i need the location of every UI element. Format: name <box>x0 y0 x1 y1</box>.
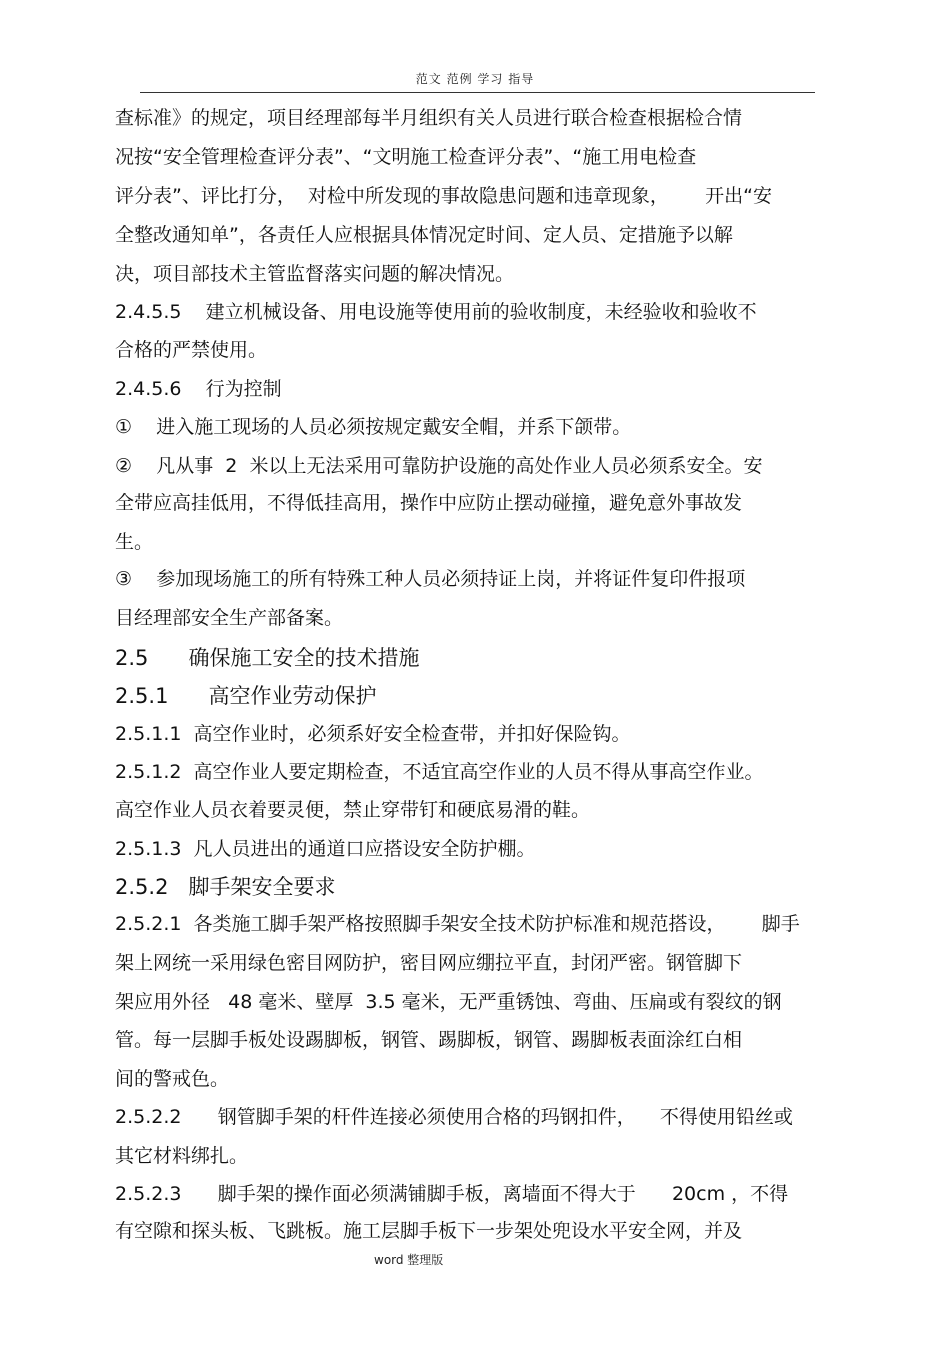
subsection-heading: 2.5.1 高空作业劳动保护 <box>115 684 377 708</box>
body-line: 2.5.2.1 各类施工脚手架严格按照脚手架安全技术防护标准和规范搭设， 脚手 <box>115 913 800 935</box>
body-line: 2.5.1.2 高空作业人要定期检查，不适宜高空作业的人员不得从事高空作业。 <box>115 761 764 783</box>
body-line: 有空隙和探头板、飞跳板。施工层脚手板下一步架处兜设水平安全网，并及 <box>115 1220 743 1242</box>
body-line: 高空作业人员衣着要灵便，禁止穿带钉和硬底易滑的鞋。 <box>115 799 591 821</box>
body-line: 架上网统一采用绿色密目网防护，密目网应绷拉平直，封闭严密。钢管脚下 <box>115 952 743 974</box>
header-divider <box>140 92 815 93</box>
body-line: 评分表”、评比打分， 对检中所发现的事故隐患问题和违章现象， 开出“安 <box>115 185 773 207</box>
section-heading: 2.5 确保施工安全的技术措施 <box>115 646 420 670</box>
body-line: ① 进入施工现场的人员必须按规定戴安全帽，并系下颌带。 <box>115 416 632 438</box>
body-line: 合格的严禁使用。 <box>115 339 268 361</box>
body-line: 查标准》的规定，项目经理部每半月组织有关人员进行联合检查根据检合情 <box>115 107 743 129</box>
body-line: 全整改通知单”，各责任人应根据具体情况定时间、定人员、定措施予以解 <box>115 224 733 246</box>
body-line: 其它材料绑扎。 <box>115 1145 249 1167</box>
body-line: 2.4.5.6 行为控制 <box>115 378 282 400</box>
body-line: 决，项目部技术主管监督落实问题的解决情况。 <box>115 263 515 285</box>
body-line: 2.5.1.3 凡人员进出的通道口应搭设安全防护棚。 <box>115 838 536 860</box>
page-header: 范文 范例 学习 指导 <box>415 72 535 86</box>
subsection-heading: 2.5.2 脚手架安全要求 <box>115 875 336 899</box>
page-footer: word 整理版 <box>374 1253 444 1267</box>
body-line: 2.4.5.5 建立机械设备、用电设施等使用前的验收制度，未经验收和验收不 <box>115 301 757 323</box>
body-line: 目经理部安全生产部备案。 <box>115 607 344 629</box>
body-line: 架应用外径 48 毫米、壁厚 3.5 毫米，无严重锈蚀、弯曲、压扁或有裂纹的钢 <box>115 991 782 1013</box>
body-line: 2.5.1.1 高空作业时，必须系好安全检查带，并扣好保险钩。 <box>115 723 631 745</box>
body-line: ③ 参加现场施工的所有特殊工种人员必须持证上岗，并将证件复印件报项 <box>115 568 746 590</box>
body-line: 全带应高挂低用，不得低挂高用，操作中应防止摆动碰撞，避免意外事故发 <box>115 492 743 514</box>
body-line: 2.5.2.3 脚手架的操作面必须满铺脚手板，离墙面不得大于 20cm ，不得 <box>115 1183 789 1205</box>
body-line: 管。每一层脚手板处设踢脚板，钢管、踢脚板，钢管、踢脚板表面涂红白相 <box>115 1029 743 1051</box>
body-line: 况按“安全管理检查评分表”、“文明施工检查评分表”、“施工用电检查 <box>115 146 697 168</box>
body-line: 间的警戒色。 <box>115 1068 230 1090</box>
body-line: 生。 <box>115 531 154 553</box>
body-line: ② 凡从事 2 米以上无法采用可靠防护设施的高处作业人员必须系安全。安 <box>115 455 763 477</box>
body-line: 2.5.2.2 钢管脚手架的杆件连接必须使用合格的玛钢扣件， 不得使用铅丝或 <box>115 1106 793 1128</box>
